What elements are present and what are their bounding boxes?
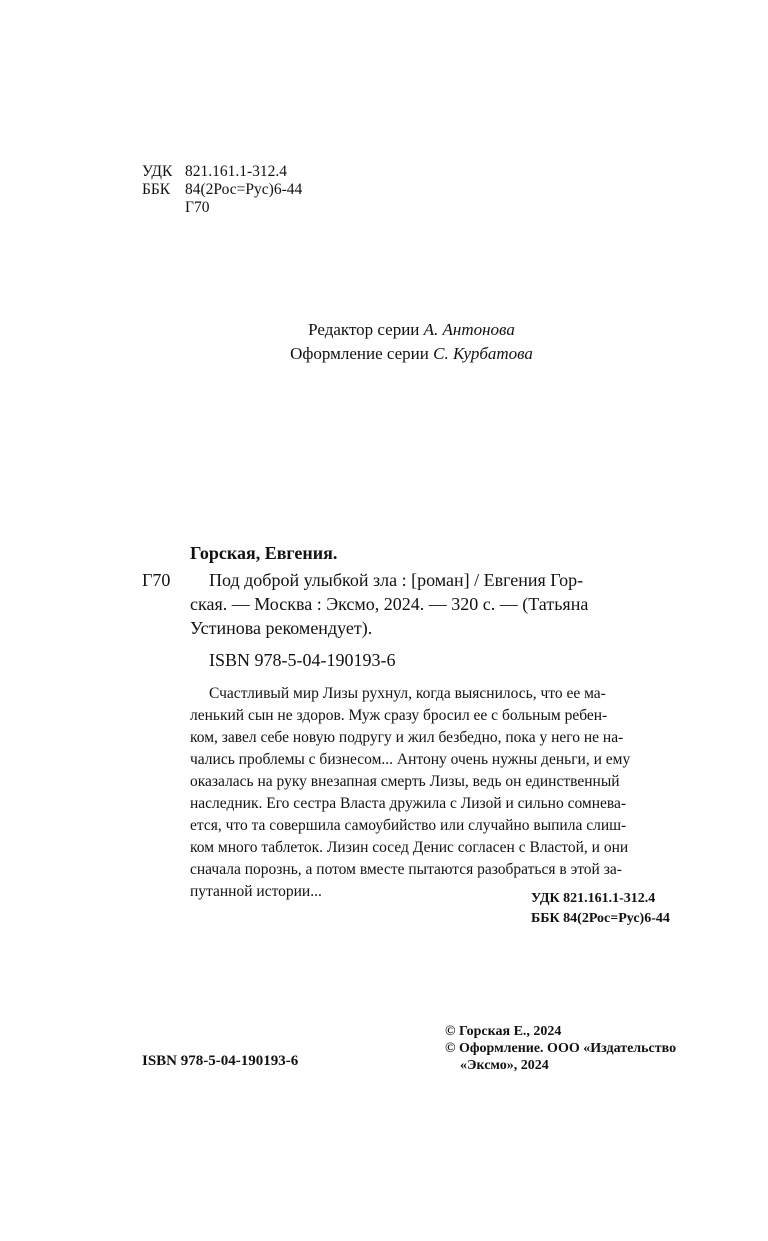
bib-line: Устинова рекомендует). (190, 618, 373, 638)
annotation-udk: УДК 821.161.1-312.4 (531, 891, 656, 906)
bib-line: Под доброй улыбкой зла : [роман] / Евгения Гор- (209, 570, 584, 590)
series-editor (0, 318, 768, 342)
annotation-bbk: ББК 84(2Рос=Рус)6-44 (531, 911, 670, 926)
udk-row (142, 163, 287, 181)
annotation-line: сначала порознь, а потом вместе пытаются разобраться в этой за- (190, 861, 622, 878)
annotation-line: ется, что та совершила самоубийство или случайно выпила слиш- (190, 817, 627, 834)
copyright-design: © Оформление. ООО «Издательство (445, 1041, 677, 1056)
udk-label: УДК (142, 163, 173, 180)
udk-value: 821.161.1-312.4 (185, 163, 288, 180)
annotation-line: ком, завел себе новую подругу и жил безбедно, пока у него не на- (190, 729, 624, 746)
bib-isbn: ISBN 978-5-04-190193-6 (209, 650, 396, 670)
author-sign: Г70 (185, 199, 210, 216)
annotation-line: наследник. Его сестра Власта дружила с Лизой и сильно сомнева- (190, 795, 627, 812)
bbk-value: 84(2Рос=Рус)6-44 (185, 181, 303, 198)
bbk-label: ББК (142, 181, 171, 198)
annotation-line: оказалась на руку внезапная смерть Лизы, ведь он единственный (190, 773, 620, 790)
editor-name: А. Антонова (423, 320, 515, 339)
design-role: Оформление серии (290, 344, 429, 363)
annotation-line: ленький сын не здоров. Муж сразу бросил ее с больным ребен- (190, 707, 608, 724)
author-sign-row (142, 199, 209, 217)
bbk-row (142, 181, 302, 199)
series-design (0, 342, 768, 366)
copyright-author: © Горская Е., 2024 (445, 1024, 562, 1039)
annotation-line: чались проблемы с бизнесом... Антону очень нужны деньги, и ему (190, 751, 631, 768)
bib-code: Г70 (142, 570, 171, 590)
editor-role: Редактор серии (308, 320, 420, 339)
annotation-line: ком много таблеток. Лизин сосед Денис согласен с Властой, и они (190, 839, 629, 856)
annotation-line: путанной истории... (190, 883, 322, 900)
annotation-line: Счастливый мир Лизы рухнул, когда выяснилось, что ее ма- (209, 685, 606, 702)
footer-isbn: ISBN 978-5-04-190193-6 (142, 1053, 299, 1069)
bib-line: ская. — Москва : Эксмо, 2024. — 320 с. — (Татьяна (190, 594, 589, 614)
design-name: С. Курбатова (433, 344, 533, 363)
bib-author: Горская, Евгения. (190, 543, 338, 563)
copyright-publisher: «Эксмо», 2024 (460, 1058, 549, 1073)
